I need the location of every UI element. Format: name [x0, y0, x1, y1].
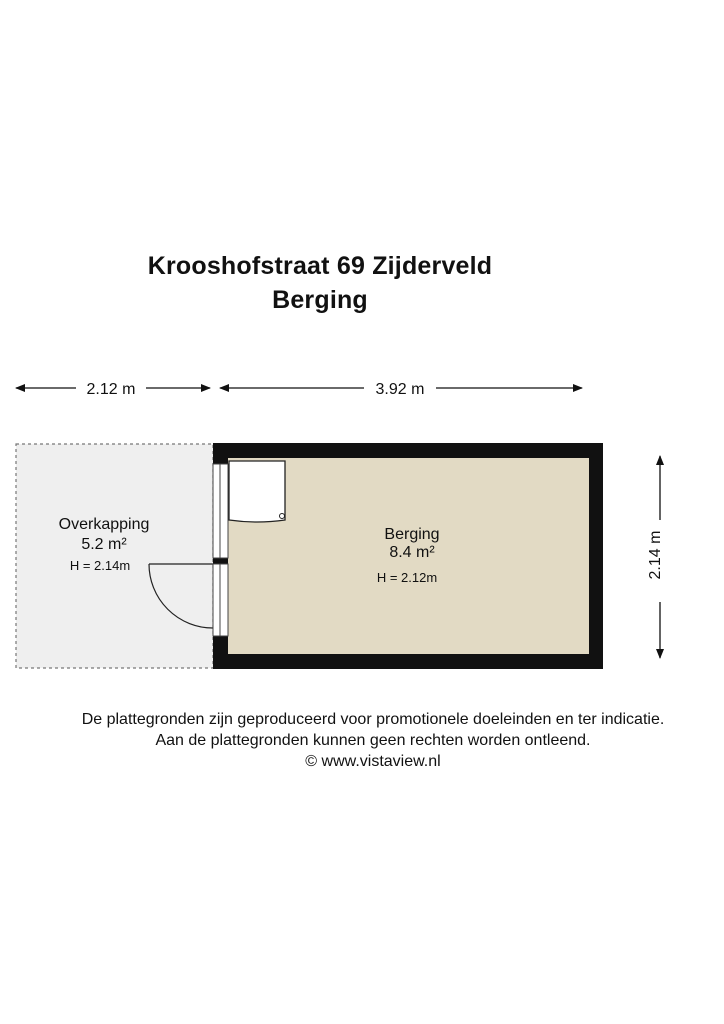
dimension-top-right — [220, 381, 582, 398]
room-height-berging: H = 2.12m — [376, 570, 438, 585]
room-area-berging: 8.4 m² — [389, 544, 435, 561]
dimension-label-top-left: 2.12 m — [86, 381, 136, 398]
room-name-overkapping: Overkapping — [58, 516, 150, 533]
dimension-label-top-right: 3.92 m — [375, 381, 425, 398]
dimension-label-right: 2.14 m — [647, 530, 664, 580]
dimension-right — [647, 456, 664, 658]
room-height-overkapping: H = 2.14m — [69, 558, 131, 573]
copyright-link[interactable]: © www.vistaview.nl — [305, 753, 441, 770]
page-title: Krooshofstraat 69 Zijderveld — [147, 252, 493, 280]
disclaimer-line-1: De plattegronden zijn geproduceerd voor promotionele doeleinden en ter indicatie. — [81, 711, 665, 728]
room-overkapping — [16, 444, 213, 668]
dimension-top-left — [16, 381, 210, 398]
appliance-icon — [229, 461, 285, 522]
disclaimer — [0, 709, 724, 772]
room-name-berging: Berging — [384, 526, 440, 543]
disclaimer-line-2: Aan de plattegronden kunnen geen rechten worden ontleend. — [155, 732, 591, 749]
room-area-overkapping: 5.2 m² — [81, 536, 127, 553]
page-subtitle: Berging — [272, 286, 368, 314]
